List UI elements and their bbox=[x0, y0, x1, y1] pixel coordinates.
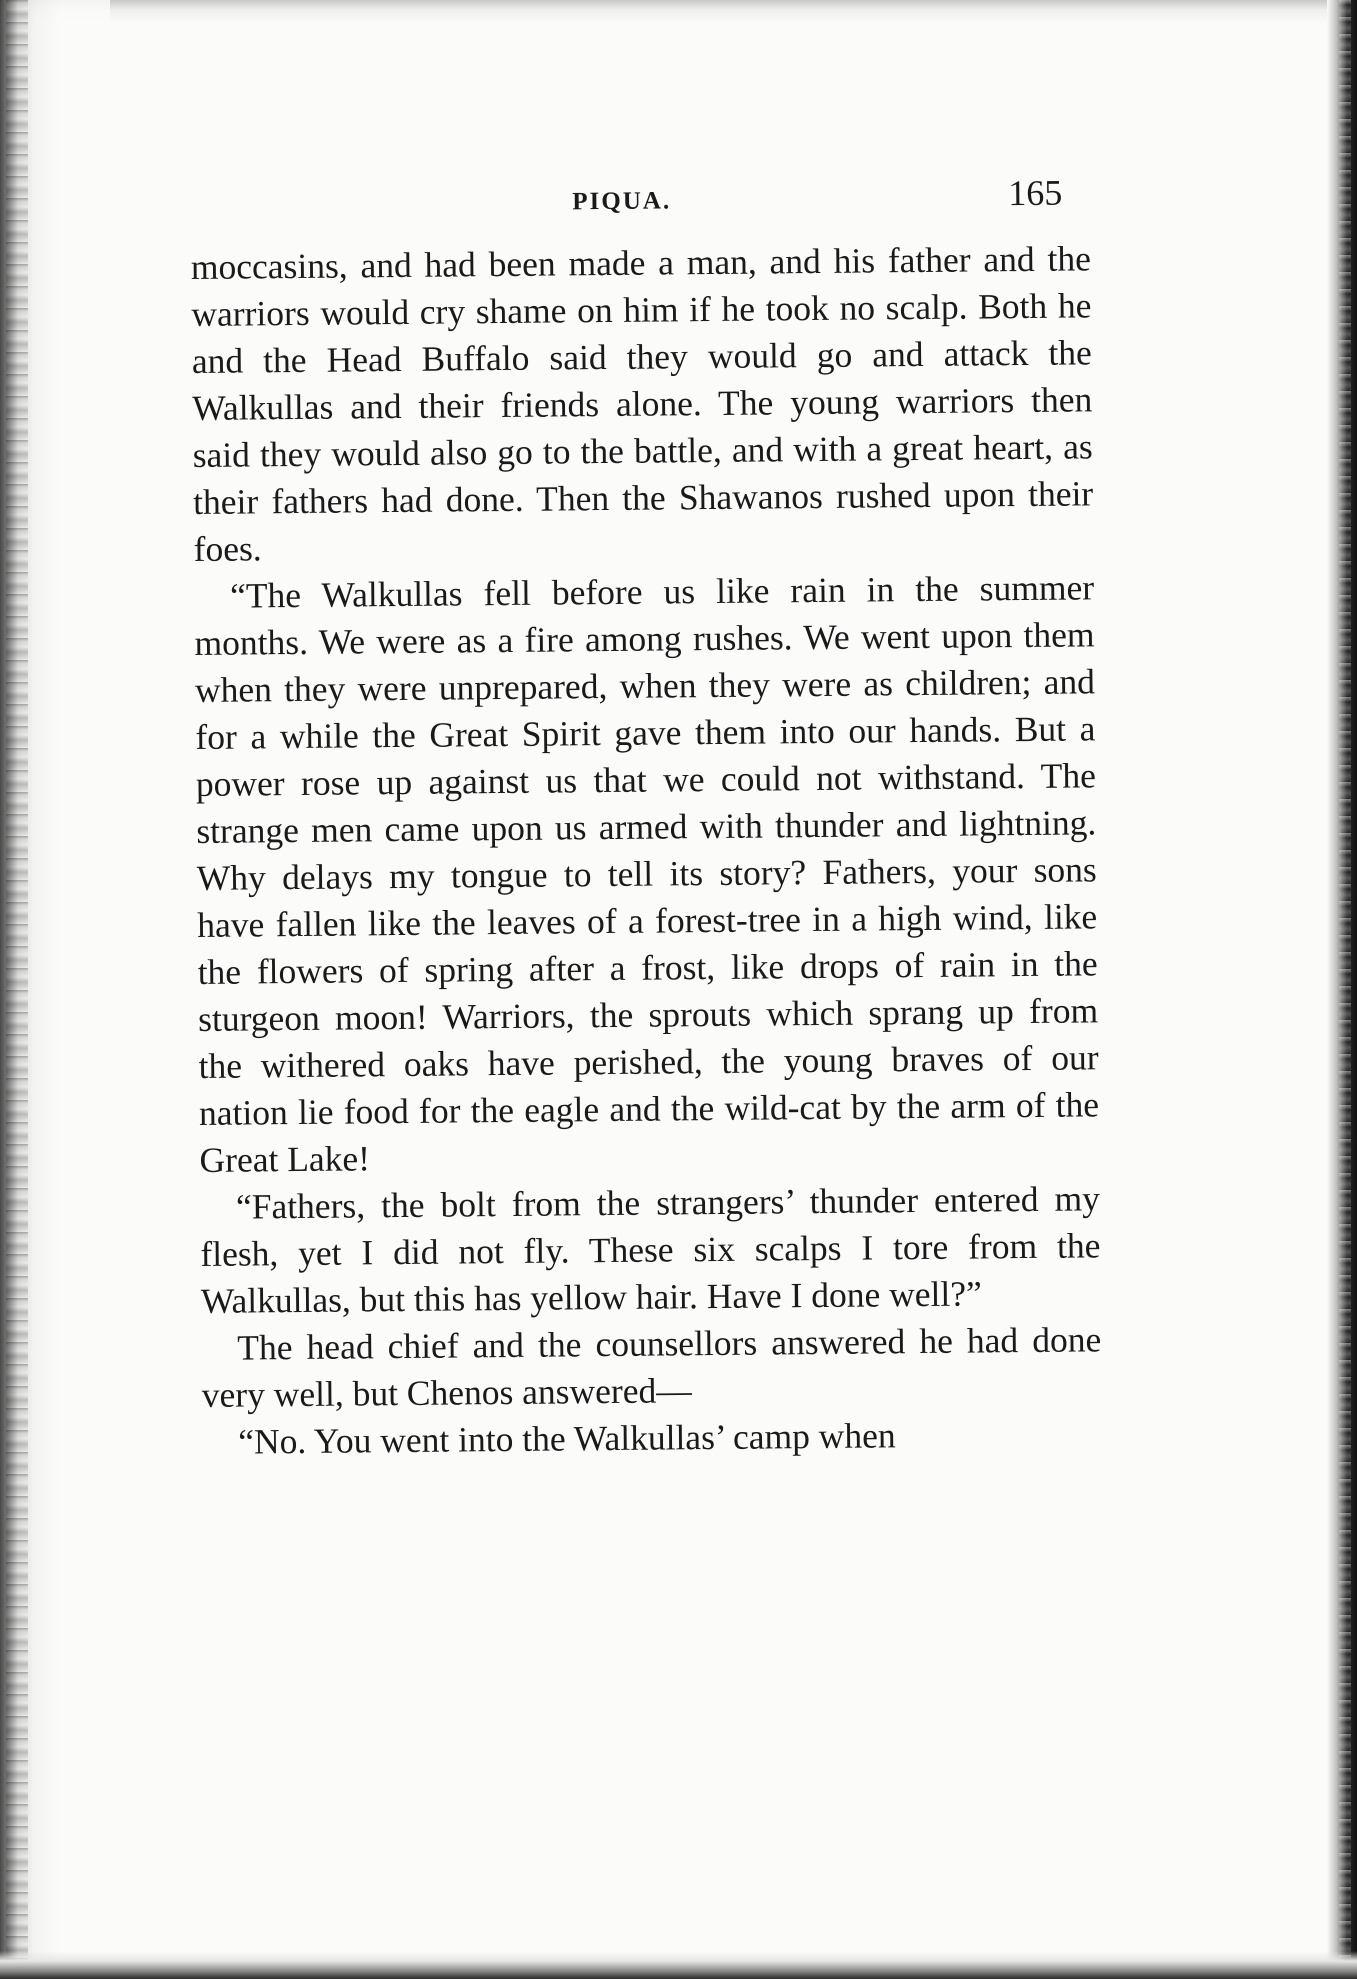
right-edge-texture bbox=[1339, 0, 1351, 1979]
paragraph-3: “Fathers, the bolt from the strangers’ thunder entered my flesh, yet I did not fly. These six scalps I tore from the Walkullas, but this has yellow hair. Have I done well?” bbox=[200, 1178, 1101, 1321]
paragraph-2: “The Walkullas fell before us like rain in the summer months. We were as a fire among rushes. We went upon them when they were unprepared, when they were as children; and for a while the Great Spirit gave them into our hands. But a power rose up against us that we could not withstand. The strange men came upon us armed with thunder and lightning. Why delays my tongue to tell its story? Fathers, your sons have fallen like the leaves of a forest-tree in a high wind, like the flowers of spring after a frost, like drops of rain in the sturgeon moon! Warriors, the sprouts which sprang up from the withered oaks have perished, the young braves of our nation lie food for the eagle and the wild-cat by the arm of the Great Lake! bbox=[194, 567, 1100, 1180]
bottom-page-edge bbox=[0, 1951, 1357, 1979]
body-text bbox=[191, 235, 1103, 1466]
paragraph-4: The head chief and the counsellors answered he had done very well, but Chenos answered— bbox=[201, 1319, 1102, 1415]
page-number: 165 bbox=[1008, 172, 1063, 214]
paragraph-1: moccasins, and had been made a man, and his father and the warriors would cry shame on him if he took no scalp. Both he and the Head Buffalo said they would go and attack the Walkullas and their friends alone. The young warriors then said they would also go to the battle, and with a great heart, as their fathers had done. Then the Shawanos rushed upon their foes. bbox=[190, 238, 1094, 569]
left-edge-texture bbox=[6, 0, 28, 1979]
top-page-edge bbox=[0, 0, 1357, 24]
book-page bbox=[190, 161, 1122, 1466]
paragraph-5: “No. You went into the Walkullas’ camp when bbox=[238, 1415, 896, 1462]
running-title: PIQUA. bbox=[572, 187, 672, 216]
page-header bbox=[190, 161, 1111, 240]
